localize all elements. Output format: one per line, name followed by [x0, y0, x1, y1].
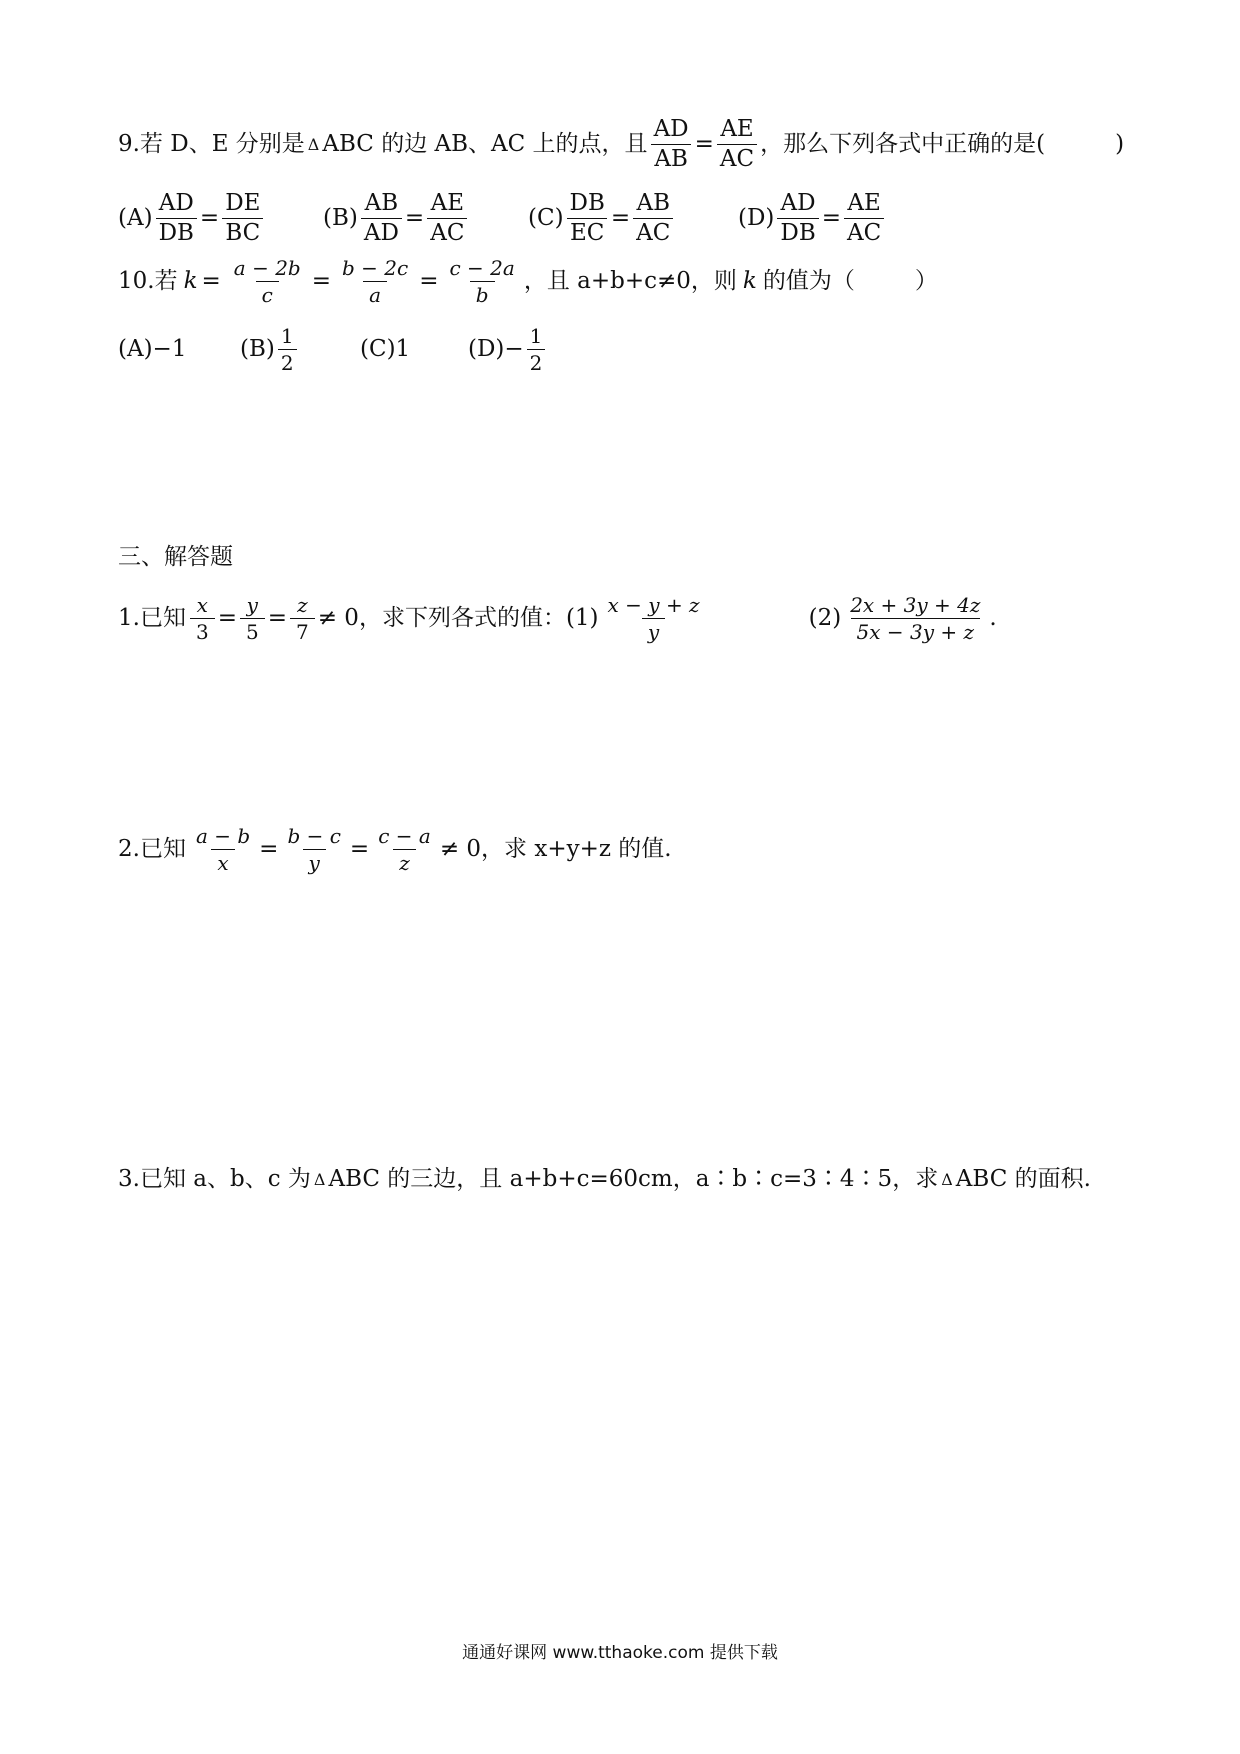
q9-stem-a: 9.若 D、E 分别是 — [118, 131, 305, 157]
triangle-symbol: Δ — [307, 134, 320, 154]
footer-credit: 通通好课网 www.tthaoke.com 提供下载 — [462, 1643, 778, 1663]
q9-option-a: (A) $\frac{AD}{DB}$ = $\frac{DE}{BC}$ — [118, 192, 323, 245]
p1-expression-2: $\frac{2x + 3y + 4z}{5x - 3y + z}$ — [850, 593, 981, 644]
q9-stem-b: ABC 的边 AB、AC 上的点，且 — [322, 131, 648, 157]
q10-frac-3: $\frac{c - 2a}{b}$ — [449, 256, 515, 307]
q10-options — [118, 326, 548, 373]
q9-stem-c: ，那么下列各式中正确的是( — [760, 131, 1046, 157]
question-9: 9.若 D、E 分别是 Δ ABC 的边 AB、AC 上的点，且 $\frac{AD}{AB}$ = $\frac{AE}{AC}$ ，那么下列各式中正确的是( ) — [118, 116, 1125, 172]
q9-paren-close: ) — [1115, 131, 1125, 157]
problem-1: 1.已知 $\frac{x}{3}$ = $\frac{y}{5}$ = $\frac{z}{7}$ ≠ 0 ，求下列各式的值：(1) $\frac{x - y + z}{y}$ (2) $\frac{2x + 3y + 4z}{5x - 3y + z}$ . — [118, 593, 997, 644]
q9-option-d: (D) $\frac{AD}{DB}$ = $\frac{AE}{AC}$ — [738, 192, 887, 245]
q9-frac-ad-ab: $\frac{AD}{AB}$ — [651, 118, 692, 171]
q10-option-d: (D)− $\frac{1}{2}$ — [468, 326, 548, 373]
q10-option-b: (B) $\frac{1}{2}$ — [240, 326, 360, 373]
q9-option-b: (B) $\frac{AB}{AD}$ = $\frac{AE}{AC}$ — [323, 192, 528, 245]
section-title: 三、解答题 — [118, 544, 233, 570]
problem-3: 3.已知 a、b、c 为 Δ ABC 的三边，且 a+b+c=60cm，a∶b∶c=3∶4∶5，求 Δ ABC 的面积. — [118, 1166, 1091, 1192]
q9-options — [118, 192, 887, 245]
problem-2: 2.已知 $\frac{a - b}{x}$ = $\frac{b - c}{y}$ = $\frac{c - a}{z}$ ≠ 0 ，求 x+y+z 的值. — [118, 824, 672, 875]
question-10: 10.若 k = $\frac{a - 2b}{c}$ = $\frac{b - 2c}{a}$ = $\frac{c - 2a}{b}$ ，且 a+b+c≠0，则 k 的值为（ ） — [118, 256, 938, 307]
q10-option-c: (C)1 — [360, 336, 411, 362]
q10-option-a: (A)−1 — [118, 336, 187, 362]
q10-frac-1: $\frac{a - 2b}{c}$ — [233, 256, 301, 307]
q9-frac-ae-ac: $\frac{AE}{AC}$ — [717, 118, 757, 171]
p1-expression-1: $\frac{x - y + z}{y}$ — [607, 593, 700, 644]
q10-frac-2: $\frac{b - 2c}{a}$ — [342, 256, 409, 307]
q9-option-c: (C) $\frac{DB}{EC}$ = $\frac{AB}{AC}$ — [528, 192, 738, 245]
